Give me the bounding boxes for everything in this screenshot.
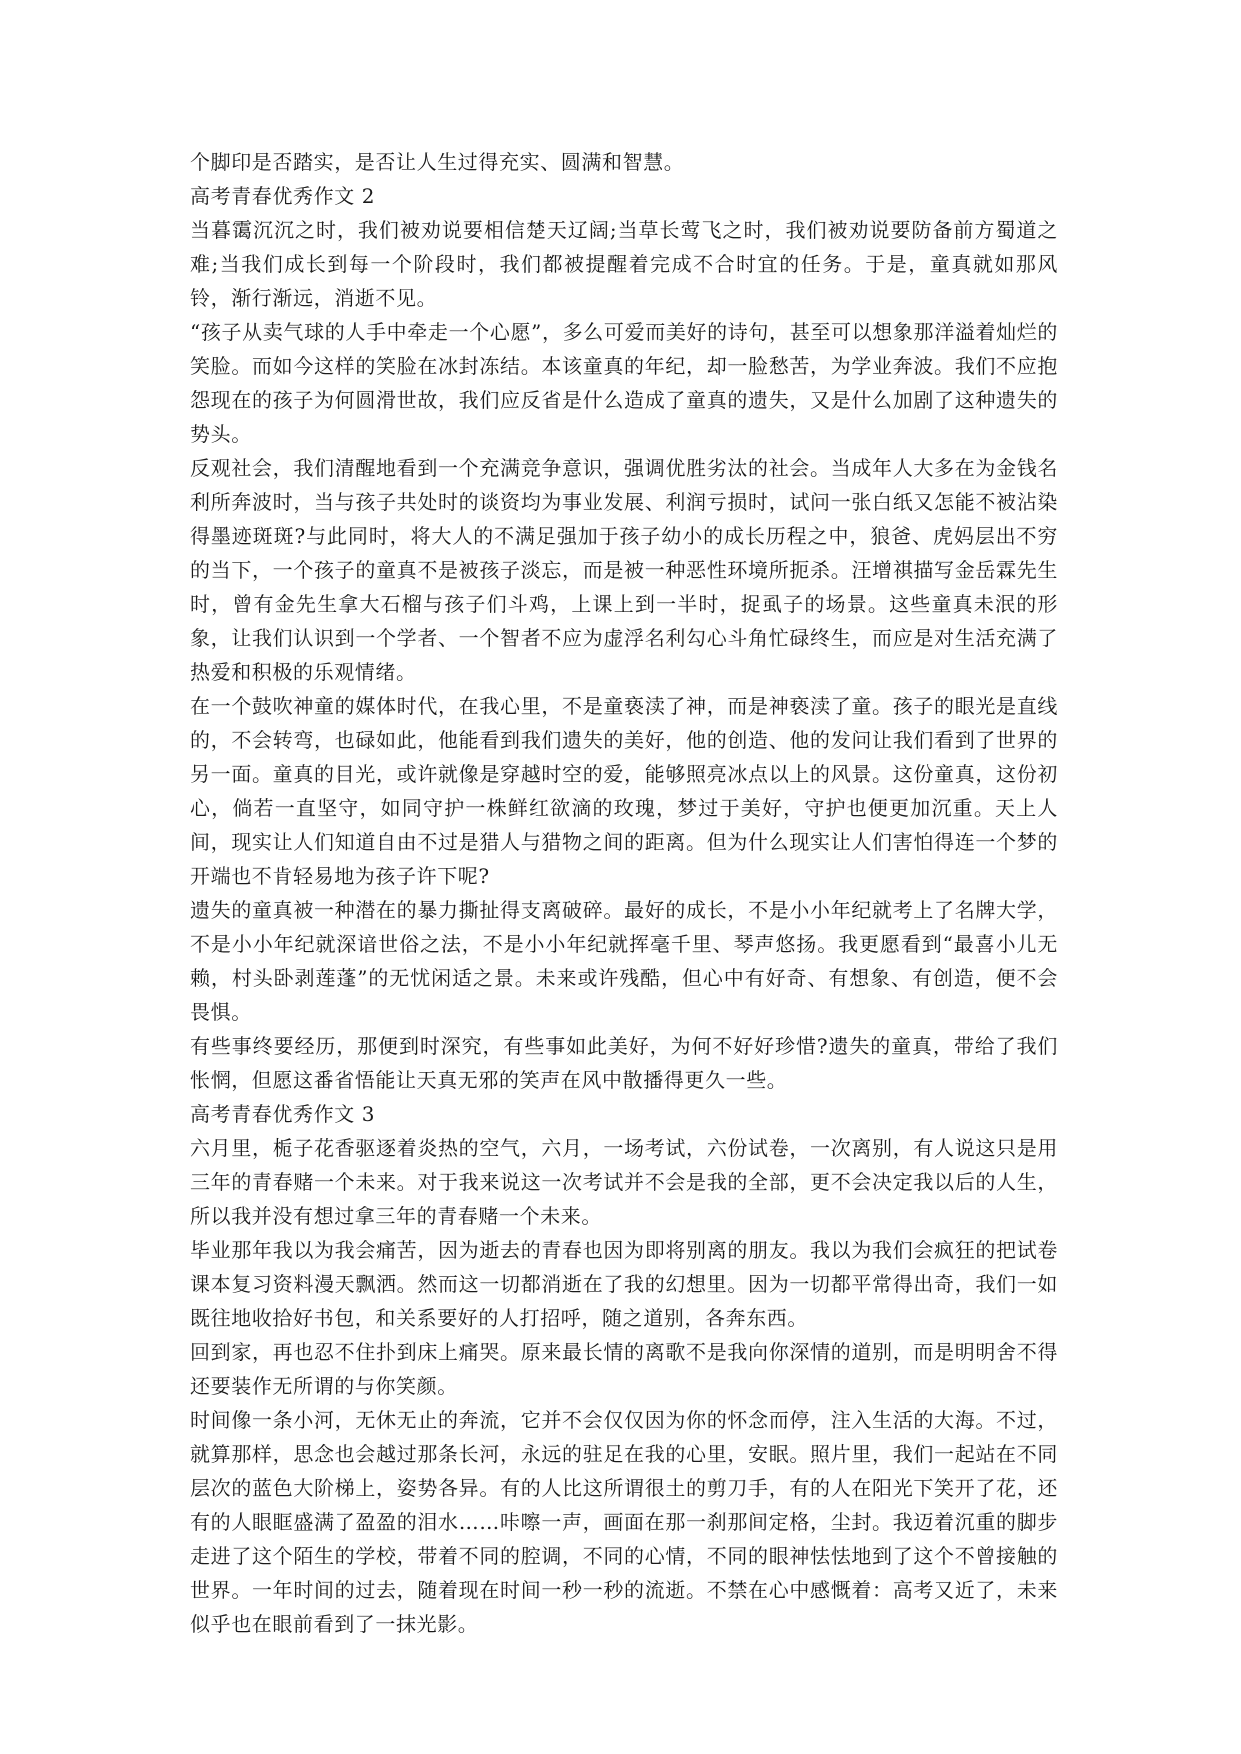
paragraph-intro-ending: 个脚印是否踏实，是否让人生过得充实、圆满和智慧。 [190, 150, 685, 174]
paragraph: 有些事终要经历，那便到时深究，有些事如此美好，为何不好好珍惜?遗失的童真，带给了我们怅惘，但愿这番省悟能让天真无邪的笑声在风中散播得更久一些。 [190, 1034, 1058, 1092]
paragraph: 毕业那年我以为我会痛苦，因为逝去的青春也因为即将别离的朋友。我以为我们会疯狂的把试卷课本复习资料漫天飘洒。然而这一切都消逝在了我的幻想里。因为一切都平常得出奇，我们一如既往地收拾好书包，和关系要好的人打招呼，随之道别，各奔东西。 [190, 1238, 1058, 1330]
paragraph: 在一个鼓吹神童的媒体时代，在我心里，不是童亵渎了神，而是神亵渎了童。孩子的眼光是直线的，不会转弯，也碌如此，他能看到我们遗失的美好，他的创造、他的发问让我们看到了世界的另一面。童真的目光，或许就像是穿越时空的爱，能够照亮冰点以上的风景。这份童真，这份初心，倘若一直坚守，如同守护一株鲜红欲滴的玫瑰，梦过于美好，守护也便更加沉重。天上人间，现实让人们知道自由不过是猎人与猎物之间的距离。但为什么现实让人们害怕得连一个梦的开端也不肯轻易地为孩子许下呢? [190, 694, 1058, 888]
paragraph: 遗失的童真被一种潜在的暴力撕扯得支离破碎。最好的成长，不是小小年纪就考上了名牌大学，不是小小年纪就深谙世俗之法，不是小小年纪就挥毫千里、琴声悠扬。我更愿看到“最喜小儿无赖，村头卧剥莲蓬”的无忧闲适之景。未来或许残酷，但心中有好奇、有想象、有创造，便不会畏惧。 [190, 898, 1058, 1024]
essay-heading-2: 高考青春优秀作文 2 [190, 184, 376, 208]
document-body [190, 145, 1058, 1641]
paragraph: 回到家，再也忍不住扑到床上痛哭。原来最长情的离歌不是我向你深情的道别，而是明明舍不得还要装作无所谓的与你笑颜。 [190, 1340, 1058, 1398]
paragraph: 反观社会，我们清醒地看到一个充满竞争意识，强调优胜劣汰的社会。当成年人大多在为金钱名利所奔波时，当与孩子共处时的谈资均为事业发展、利润亏损时，试问一张白纸又怎能不被沾染得墨迹斑斑?与此同时，将大人的不满足强加于孩子幼小的成长历程之中，狼爸、虎妈层出不穷的当下，一个孩子的童真不是被孩子淡忘，而是被一种恶性环境所扼杀。汪增祺描写金岳霖先生时，曾有金先生拿大石榴与孩子们斗鸡，上课上到一半时，捉虱子的场景。这些童真未泯的形象，让我们认识到一个学者、一个智者不应为虚浮名利勾心斗角忙碌终生，而应是对生活充满了热爱和积极的乐观情绪。 [190, 456, 1058, 684]
paragraph: “孩子从卖气球的人手中牵走一个心愿”，多么可爱而美好的诗句，甚至可以想象那洋溢着灿烂的笑脸。而如今这样的笑脸在冰封冻结。本该童真的年纪，却一脸愁苦，为学业奔波。我们不应抱怨现在的孩子为何圆滑世故，我们应反省是什么造成了童真的遗失，又是什么加剧了这种遗失的势头。 [190, 320, 1058, 446]
paragraph: 时间像一条小河，无休无止的奔流，它并不会仅仅因为你的怀念而停，注入生活的大海。不过，就算那样，思念也会越过那条长河，永远的驻足在我的心里，安眠。照片里，我们一起站在不同层次的蓝色大阶梯上，姿势各异。有的人比这所谓很土的剪刀手，有的人在阳光下笑开了花，还有的人眼眶盛满了盈盈的泪水……咔嚓一声，画面在那一刹那间定格，尘封。我迈着沉重的脚步走进了这个陌生的学校，带着不同的腔调，不同的心情，不同的眼神怯怯地到了这个不曾接触的世界。一年时间的过去，随着现在时间一秒一秒的流逝。不禁在心中感慨着：高考又近了，未来似乎也在眼前看到了一抹光影。 [190, 1408, 1058, 1636]
paragraph: 六月里，栀子花香驱逐着炎热的空气，六月，一场考试，六份试卷，一次离别，有人说这只是用三年的青春赌一个未来。对于我来说这一次考试并不会是我的全部，更不会决定我以后的人生，所以我并没有想过拿三年的青春赌一个未来。 [190, 1136, 1058, 1228]
essay-heading-3: 高考青春优秀作文 3 [190, 1102, 376, 1126]
paragraph: 当暮霭沉沉之时，我们被劝说要相信楚天辽阔;当草长莺飞之时，我们被劝说要防备前方蜀道之难;当我们成长到每一个阶段时，我们都被提醒着完成不合时宜的任务。于是，童真就如那风铃，渐行渐远，消逝不见。 [190, 218, 1058, 310]
